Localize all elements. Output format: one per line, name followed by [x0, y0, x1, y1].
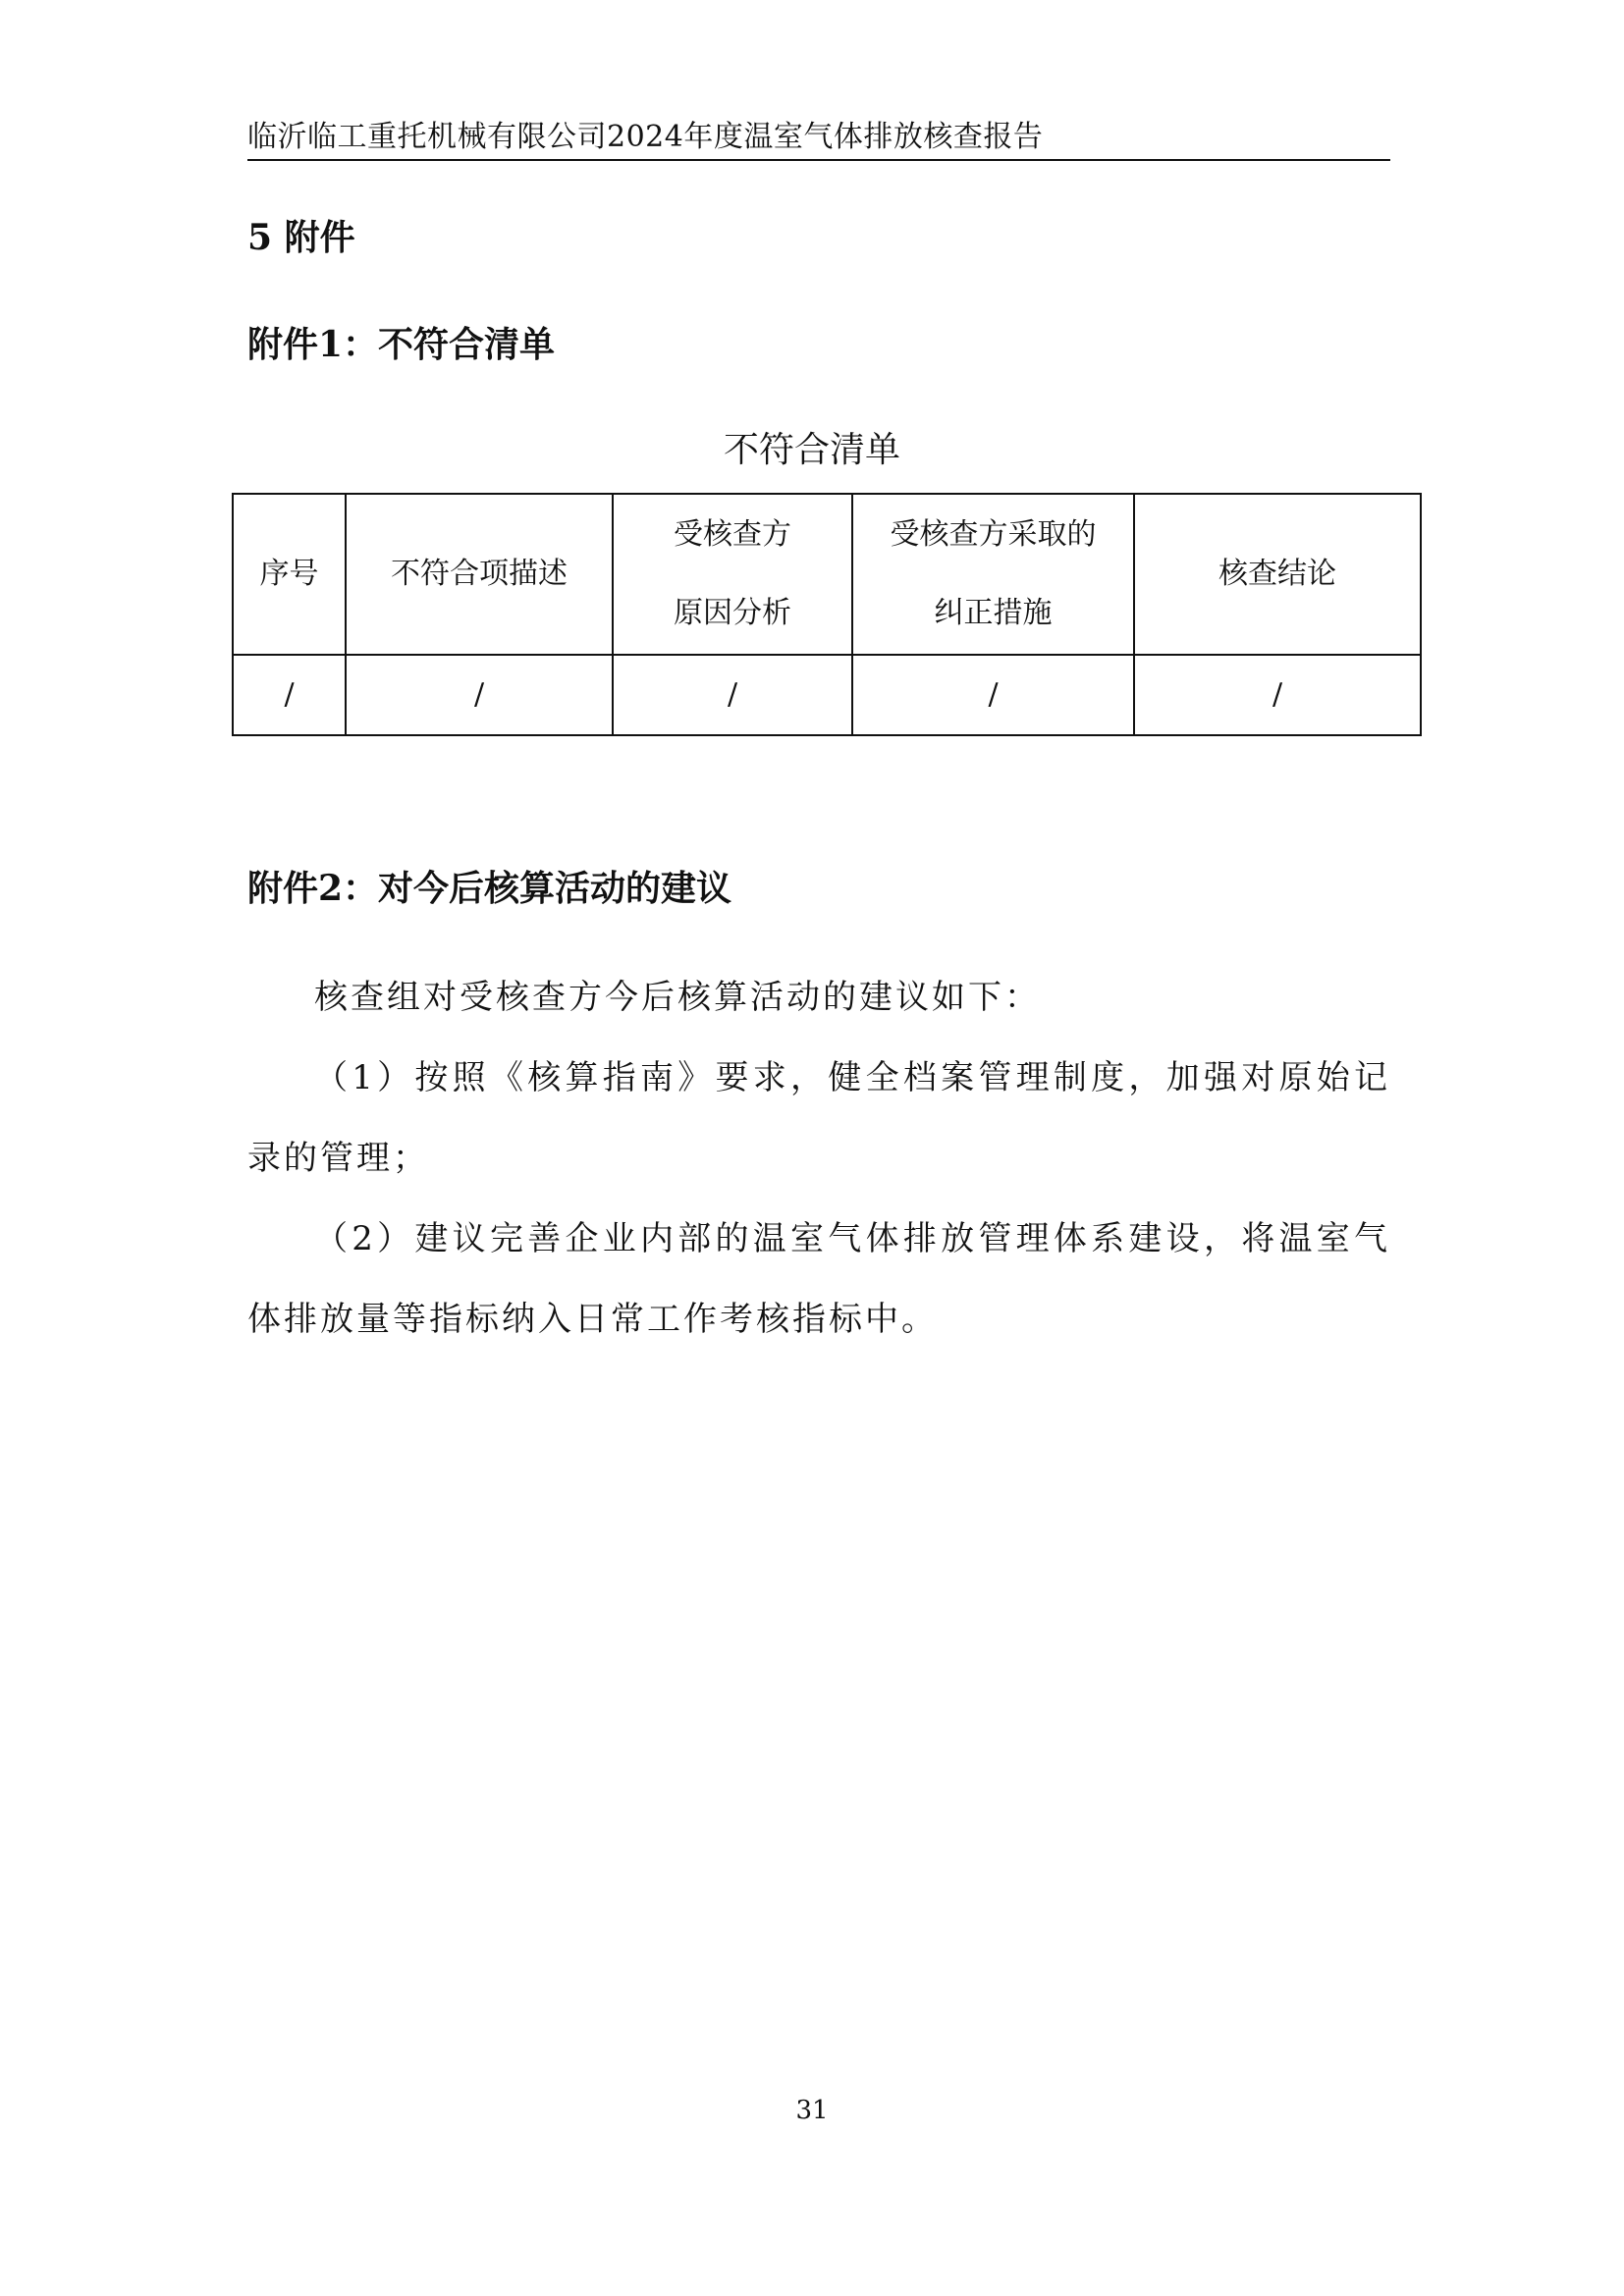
- column-header-line: 受核查方采取的: [890, 517, 1097, 552]
- table-cell: /: [233, 655, 346, 735]
- column-header-line: 不符合项描述: [391, 557, 568, 591]
- page-number: 31: [795, 2096, 829, 2125]
- column-header-cause-analysis: [613, 494, 852, 655]
- nonconformity-table: [232, 493, 1422, 736]
- table-row: [233, 655, 1421, 735]
- recommendation-item: （2）建议完善企业内部的温室气体排放管理体系建设，将温室气体排放量等指标纳入日常工作考核指标中。: [247, 1219, 1390, 1339]
- column-header-verification-conclusion: [1134, 494, 1421, 655]
- table-header-row: [233, 494, 1421, 655]
- recommendation-item: （1）按照《核算指南》要求，健全档案管理制度，加强对原始记录的管理；: [247, 1058, 1390, 1178]
- column-header-serial-number: [233, 494, 346, 655]
- column-header-corrective-measures: [852, 494, 1134, 655]
- section-title: 5 附件: [247, 217, 355, 258]
- table-cell: /: [1134, 655, 1421, 735]
- column-header-line: 纠正措施: [934, 596, 1053, 630]
- column-header-nonconformity-description: [346, 494, 613, 655]
- running-header: 临沂临工重托机械有限公司2024年度温室气体排放核查报告: [247, 116, 1390, 161]
- column-header-line: 原因分析: [674, 596, 791, 630]
- table-cell: /: [613, 655, 852, 735]
- column-header-line: 序号: [259, 557, 319, 591]
- recommendations-body: [247, 957, 1390, 1360]
- table-cell: /: [346, 655, 613, 735]
- table-cell: /: [852, 655, 1134, 735]
- appendix-2-title: 附件2：对今后核算活动的建议: [247, 868, 732, 909]
- column-header-line: 受核查方: [674, 517, 791, 552]
- column-header-line: 核查结论: [1218, 557, 1336, 591]
- table-caption: 不符合清单: [723, 430, 900, 470]
- recommendations-intro: 核查组对受核查方今后核算活动的建议如下：: [314, 978, 1041, 1017]
- appendix-1-title: 附件1：不符合清单: [247, 324, 556, 365]
